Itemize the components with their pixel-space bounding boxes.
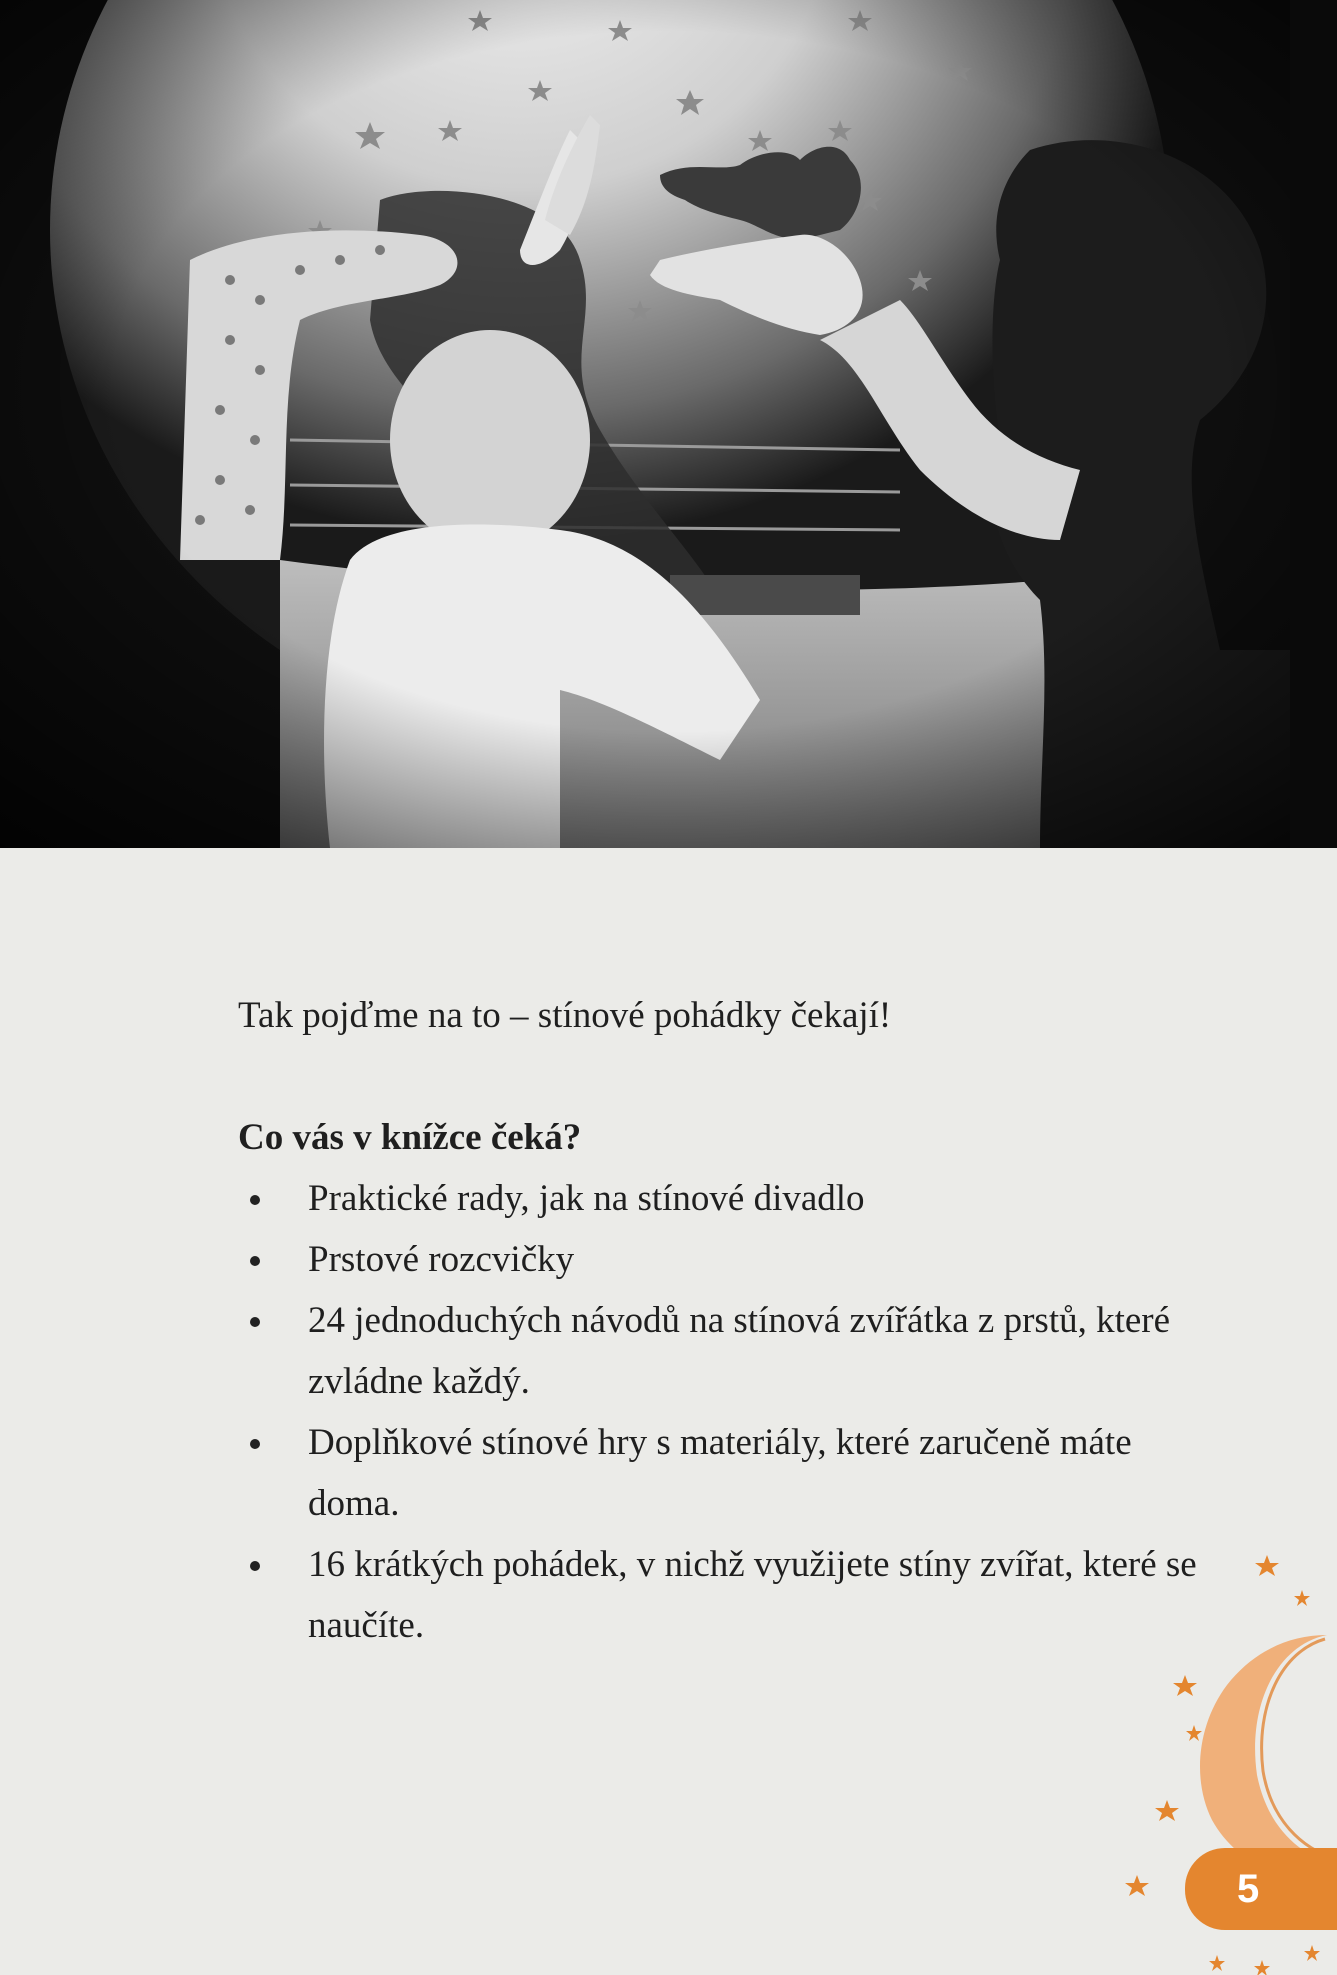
section-heading: Co vás v knížce čeká? <box>238 1117 582 1158</box>
list-item: 24 jednoduchých návodů na stínová zvířátka z prstů, které zvládne každý. <box>238 1290 1198 1412</box>
list-item: Praktické rady, jak na stínové divadlo <box>238 1168 1198 1229</box>
shadow-puppet-photo <box>0 0 1337 848</box>
page-number: 5 <box>1237 1866 1260 1911</box>
feature-list <box>238 1168 1198 1656</box>
photo-illustration <box>0 0 1337 848</box>
list-item: Prstové rozcvičky <box>238 1229 1198 1290</box>
lead-sentence: Tak pojďme na to – stínové pohádky čekají! <box>238 995 892 1036</box>
page-number-tab <box>1185 1848 1337 1930</box>
list-item: Doplňkové stínové hry s materiály, které zaručeně máte doma. <box>238 1412 1198 1534</box>
list-item: 16 krátkých pohádek, v nichž využijete stíny zvířat, které se naučíte. <box>238 1534 1198 1656</box>
content <box>238 985 1198 1656</box>
